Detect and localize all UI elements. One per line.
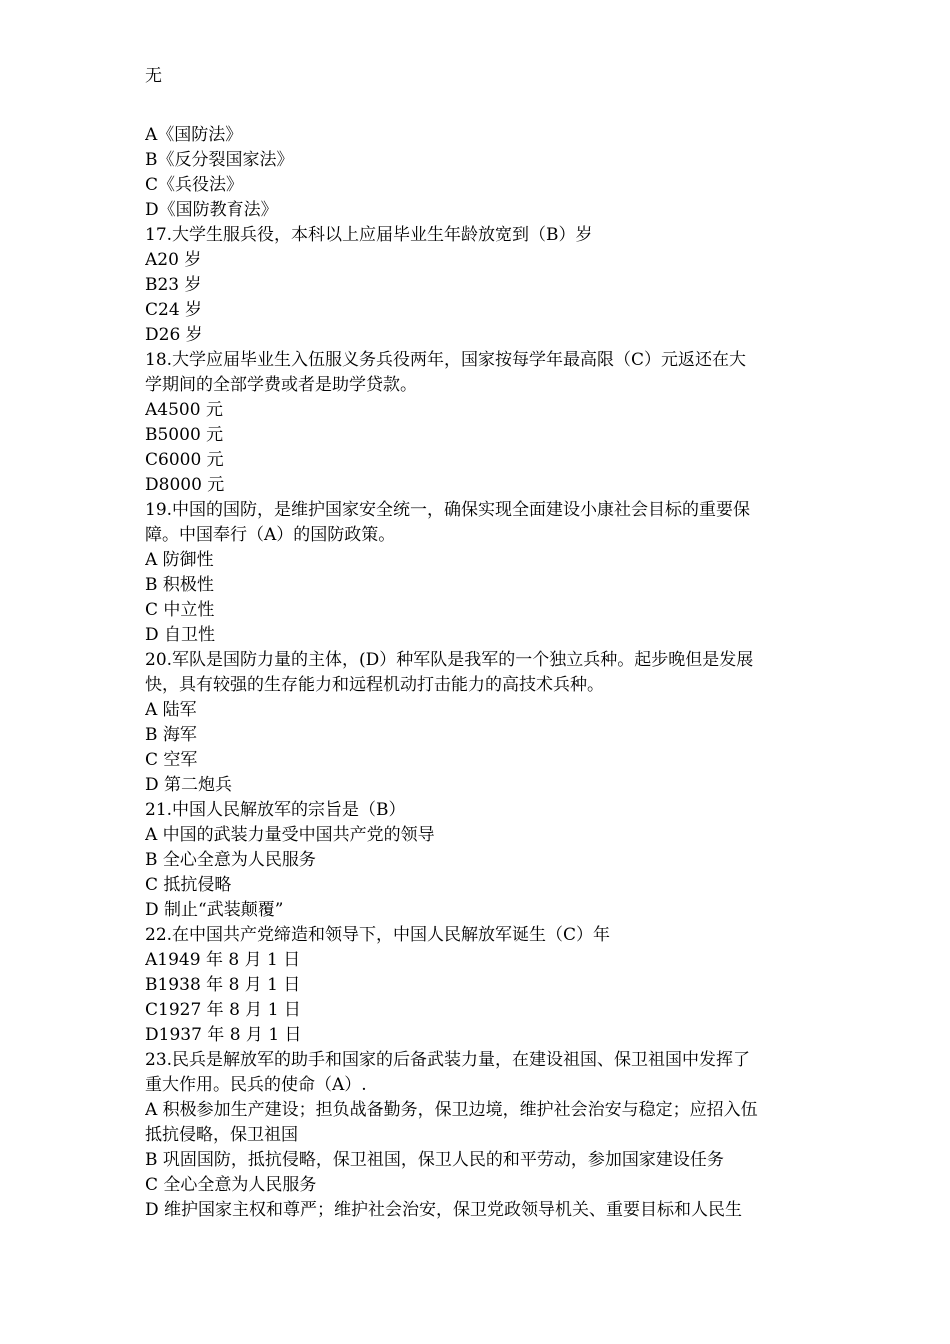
text-line: B23 岁 bbox=[145, 275, 202, 295]
text-line: C1927 年 8 月 1 日 bbox=[145, 1000, 301, 1020]
text-line: 障。中国奉行（A）的国防政策。 bbox=[145, 525, 396, 545]
text-line: C6000 元 bbox=[145, 450, 224, 470]
question-20: 20.军队是国防力量的主体，(D）种军队是我军的一个独立兵种。起步晚但是发展 bbox=[145, 650, 754, 670]
text-line: A《国防法》 bbox=[145, 125, 243, 145]
text-line: C《兵役法》 bbox=[145, 175, 244, 195]
text-line: D 维护国家主权和尊严；维护社会治安，保卫党政领导机关、重要目标和人民生 bbox=[145, 1200, 743, 1220]
text-line: B5000 元 bbox=[145, 425, 224, 445]
text-line: D 制止“武装颠覆” bbox=[145, 900, 284, 920]
text-line: B《反分裂国家法》 bbox=[145, 150, 294, 170]
question-19: 19.中国的国防，是维护国家安全统一，确保实现全面建设小康社会目标的重要保 bbox=[145, 500, 751, 520]
text-line: A20 岁 bbox=[145, 250, 202, 270]
text-line: A 积极参加生产建设；担负战备勤务，保卫边境，维护社会治安与稳定；应招入伍 bbox=[145, 1100, 758, 1120]
text-line: B 海军 bbox=[145, 725, 197, 745]
text-line: A 中国的武装力量受中国共产党的领导 bbox=[145, 825, 435, 845]
text-line: D26 岁 bbox=[145, 325, 203, 345]
text-line: A1949 年 8 月 1 日 bbox=[145, 950, 301, 970]
text-line: D1937 年 8 月 1 日 bbox=[145, 1025, 302, 1045]
question-22: 22.在中国共产党缔造和领导下，中国人民解放军诞生（C）年 bbox=[145, 925, 611, 945]
text-line: D 自卫性 bbox=[145, 625, 216, 645]
question-17: 17.大学生服兵役，本科以上应届毕业生年龄放宽到（B）岁 bbox=[145, 225, 593, 245]
text-line: A 防御性 bbox=[145, 550, 214, 570]
text-line: A 陆军 bbox=[145, 700, 197, 720]
text-line: C 全心全意为人民服务 bbox=[145, 1175, 317, 1195]
text-line: C 空军 bbox=[145, 750, 198, 770]
text-line: B 积极性 bbox=[145, 575, 214, 595]
text-line: C 抵抗侵略 bbox=[145, 875, 232, 895]
text-line: 学期间的全部学费或者是助学贷款。 bbox=[145, 375, 417, 395]
text-line: 重大作用。民兵的使命（A）. bbox=[145, 1075, 367, 1095]
text-line: B 巩固国防，抵抗侵略，保卫祖国，保卫人民的和平劳动，参加国家建设任务 bbox=[145, 1150, 724, 1170]
text-line: B 全心全意为人民服务 bbox=[145, 850, 316, 870]
page-header-text: 无 bbox=[145, 66, 162, 86]
text-line: B1938 年 8 月 1 日 bbox=[145, 975, 301, 995]
text-line: D《国防教育法》 bbox=[145, 200, 278, 220]
text-line: C24 岁 bbox=[145, 300, 203, 320]
text-line: 快，具有较强的生存能力和远程机动打击能力的高技术兵种。 bbox=[145, 675, 604, 695]
text-line: D8000 元 bbox=[145, 475, 225, 495]
document-body bbox=[145, 123, 810, 1223]
text-line: C 中立性 bbox=[145, 600, 215, 620]
text-line: D 第二炮兵 bbox=[145, 775, 233, 795]
text-line: A4500 元 bbox=[145, 400, 223, 420]
question-21: 21.中国人民解放军的宗旨是（B） bbox=[145, 800, 406, 820]
question-18: 18.大学应届毕业生入伍服义务兵役两年，国家按每学年最高限（C）元返还在大 bbox=[145, 350, 747, 370]
text-line: 抵抗侵略，保卫祖国 bbox=[145, 1125, 298, 1145]
question-23: 23.民兵是解放军的助手和国家的后备武装力量，在建设祖国、保卫祖国中发挥了 bbox=[145, 1050, 751, 1070]
